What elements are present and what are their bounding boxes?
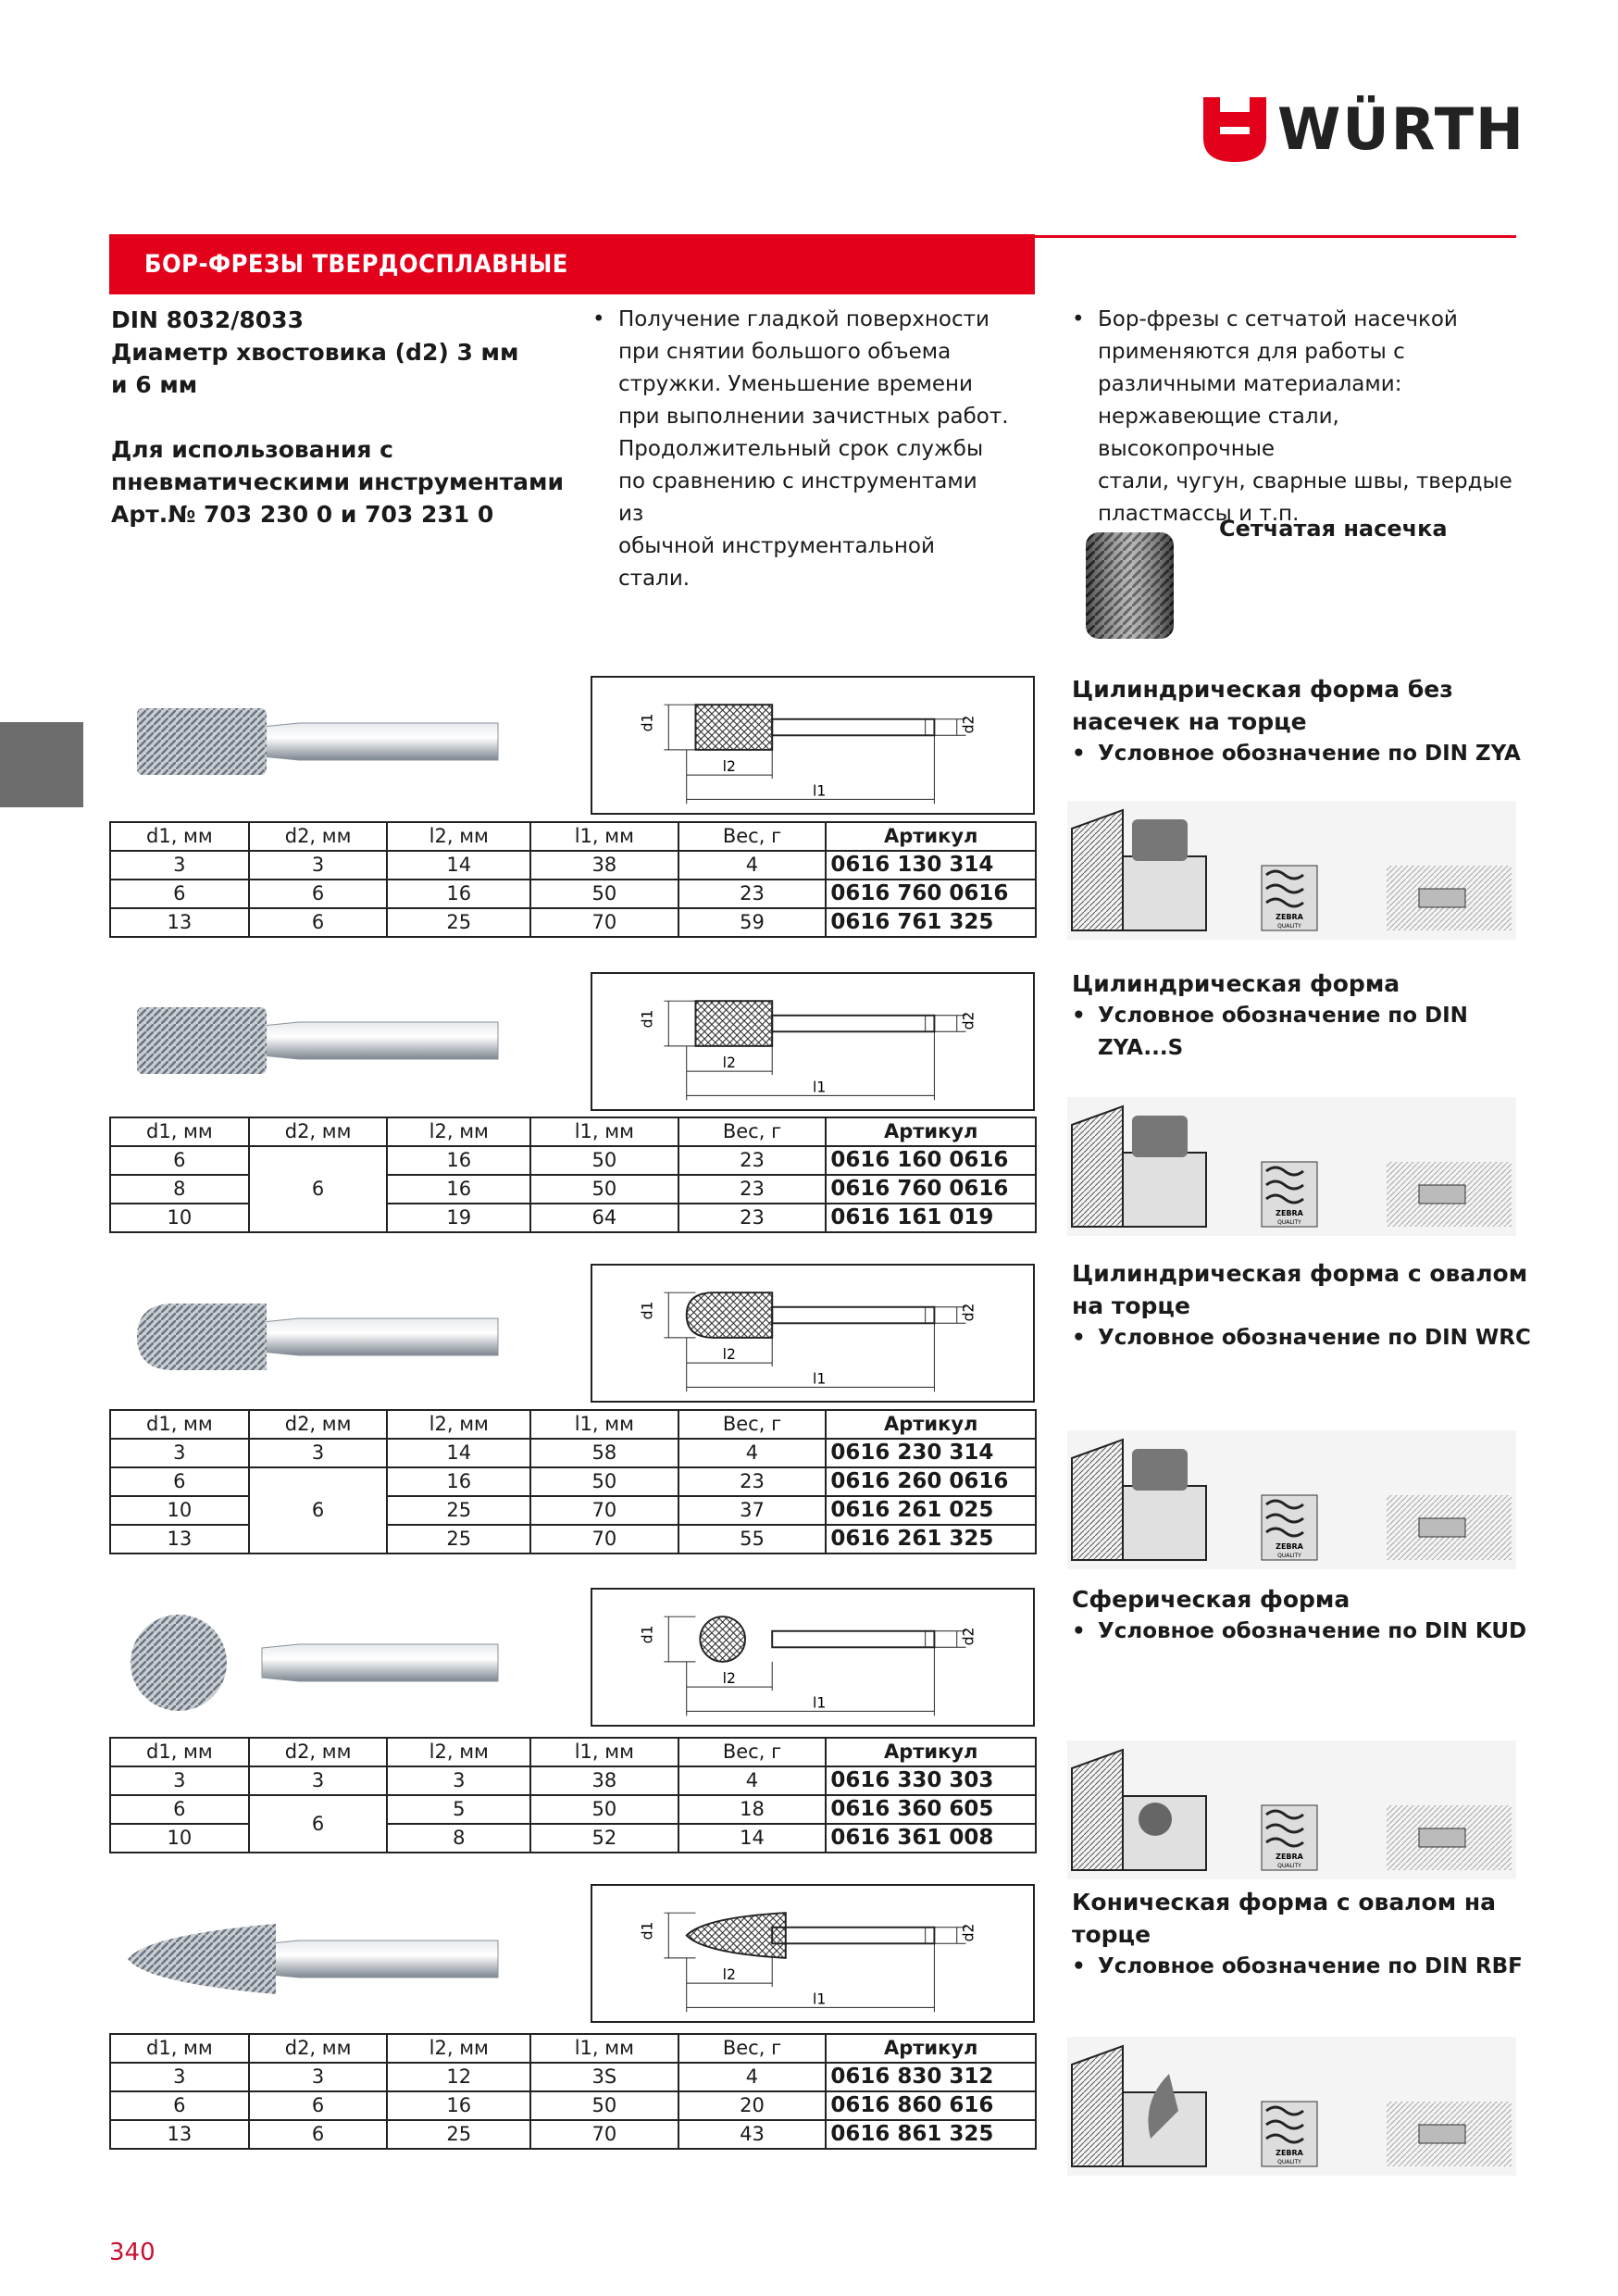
- table-cell: 4: [678, 1766, 827, 1795]
- spec-table: [109, 2033, 1037, 2150]
- table-cell: 50: [530, 1146, 678, 1175]
- column-header: d2, мм: [249, 822, 388, 851]
- shape-title-line: Коническая форма с овалом на: [1072, 1889, 1496, 1915]
- table-cell: 18: [678, 1795, 827, 1824]
- intro-benefits: [592, 304, 1009, 595]
- table-cell: 16: [387, 1146, 530, 1175]
- table-cell: 19: [387, 1204, 530, 1232]
- mesh-label: Сетчатая насечка: [1219, 516, 1448, 542]
- table-row: [110, 2091, 1036, 2120]
- shape-title-line: Цилиндрическая форма без: [1072, 676, 1453, 703]
- article-number: 0616 261 025: [826, 1496, 1036, 1525]
- table-cell: 8: [110, 1175, 249, 1204]
- svg-text:QUALITY: QUALITY: [1277, 1219, 1301, 1226]
- svg-text:l2: l2: [722, 1054, 736, 1072]
- table-cell: 25: [387, 1525, 530, 1554]
- article-number: 0616 361 008: [826, 1824, 1036, 1853]
- din-designation: • Условное обозначение по DIN ZYA: [1072, 738, 1561, 770]
- table-cell: 43: [678, 2120, 827, 2149]
- shape-title: [1072, 967, 1535, 1065]
- table-cell: 6: [249, 908, 388, 937]
- table-cell: 4: [678, 851, 827, 880]
- dimension-drawing: [591, 1264, 1035, 1403]
- article-number: 0616 830 312: [826, 2063, 1036, 2091]
- wurth-logo-text: WÜRTH: [1277, 95, 1525, 163]
- table-cell: 14: [678, 1824, 827, 1853]
- table-cell: 6: [249, 880, 388, 908]
- article-number: 0616 161 019: [826, 1204, 1036, 1232]
- article-number: 0616 330 303: [826, 1766, 1036, 1795]
- text-line: при выполнении зачистных работ.: [618, 405, 1009, 429]
- spec-table: [109, 1409, 1037, 1554]
- table-cell: 8: [387, 1824, 530, 1853]
- text-line: стружки. Уменьшение времени: [618, 372, 973, 396]
- table-row: [110, 1439, 1036, 1467]
- table-cell: 23: [678, 1204, 827, 1232]
- dimension-drawing: [591, 676, 1035, 815]
- table-cell: 50: [530, 880, 678, 908]
- column-header: l2, мм: [387, 2034, 530, 2063]
- table-cell: 6: [110, 2091, 249, 2120]
- section-banner: [109, 234, 1035, 294]
- table-cell: 3: [249, 851, 388, 880]
- text-line: • Бор-фрезы с сетчатой насечкой: [1098, 307, 1458, 331]
- text-line: • Получение гладкой поверхности: [618, 307, 989, 331]
- svg-text:ZEBRA: ZEBRA: [1276, 2149, 1303, 2157]
- table-cell: 6: [249, 2120, 388, 2149]
- table-row: [110, 1795, 1036, 1824]
- svg-text:QUALITY: QUALITY: [1277, 1553, 1301, 1559]
- svg-text:l1: l1: [813, 1694, 827, 1712]
- column-header: d2, мм: [249, 1738, 388, 1766]
- svg-text:d1: d1: [639, 1921, 656, 1940]
- article-number: 0616 130 314: [826, 851, 1036, 880]
- table-cell: 25: [387, 2120, 530, 2149]
- column-header: l1, мм: [530, 1738, 678, 1766]
- article-number: 0616 360 605: [826, 1795, 1036, 1824]
- table-cell: 6: [110, 1146, 249, 1175]
- text-line: нержавеющие стали, высокопрочные: [1098, 405, 1339, 461]
- article-number: 0616 261 325: [826, 1525, 1036, 1554]
- shape-title-line: торце: [1072, 1921, 1151, 1948]
- wurth-logo-mark-icon: [1203, 97, 1266, 162]
- text-line: пластмассы и т.п.: [1098, 502, 1300, 526]
- table-cell: 3S: [530, 2063, 678, 2091]
- svg-text:l2: l2: [722, 1966, 736, 1984]
- svg-text:d1: d1: [639, 1625, 656, 1644]
- usage-illustration: [1067, 1097, 1516, 1236]
- table-row: [110, 908, 1036, 937]
- wurth-logo: [1203, 97, 1523, 167]
- din-designation: • Условное обозначение по DIN ZYA...S: [1072, 1000, 1561, 1065]
- column-header: Вес, г: [678, 1117, 827, 1146]
- table-row: [110, 1467, 1036, 1496]
- svg-text:QUALITY: QUALITY: [1277, 2159, 1301, 2165]
- text-line: стали, чугун, сварные швы, твердые: [1098, 469, 1512, 493]
- din-designation: • Условное обозначение по DIN WRC: [1072, 1322, 1561, 1354]
- shape-title-line: на торце: [1072, 1292, 1190, 1319]
- table-cell: 23: [678, 1146, 827, 1175]
- column-header: d1, мм: [110, 1117, 249, 1146]
- svg-text:d1: d1: [639, 1301, 656, 1320]
- table-cell: 6: [249, 1795, 388, 1853]
- column-header: l1, мм: [530, 1410, 678, 1439]
- table-row: [110, 1766, 1036, 1795]
- svg-text:d1: d1: [639, 1009, 656, 1029]
- article-number: 0616 160 0616: [826, 1146, 1036, 1175]
- svg-text:QUALITY: QUALITY: [1277, 923, 1301, 930]
- svg-text:d2: d2: [960, 1011, 977, 1030]
- text-line: по сравнению с инструментами из: [618, 469, 977, 526]
- shape-title: [1072, 1257, 1535, 1354]
- text-line: обычной инструментальной стали.: [618, 534, 935, 591]
- din-designation: • Условное обозначение по DIN KUD: [1072, 1616, 1561, 1648]
- article-number: 0616 230 314: [826, 1439, 1036, 1467]
- table-cell: 50: [530, 2091, 678, 2120]
- din-standard: DIN 8032/8033: [111, 306, 304, 333]
- table-cell: 3: [387, 1766, 530, 1795]
- dimension-drawing: [591, 972, 1035, 1111]
- chapter-tab: [0, 722, 83, 807]
- shank-diameter-line: Диаметр хвостовика (d2) 3 мм: [111, 339, 519, 366]
- burr-photo: [109, 1898, 507, 2018]
- column-header: d2, мм: [249, 2034, 388, 2063]
- table-cell: 12: [387, 2063, 530, 2091]
- shape-title-line: насечек на торце: [1072, 708, 1307, 735]
- dimension-drawing: [591, 1588, 1035, 1727]
- table-cell: 3: [110, 2063, 249, 2091]
- table-header-row: [110, 1738, 1036, 1766]
- table-cell: 70: [530, 908, 678, 937]
- dimension-drawing: [591, 1884, 1035, 2023]
- column-header: d1, мм: [110, 1410, 249, 1439]
- text-line: различными материалами:: [1098, 372, 1402, 396]
- burr-photo: [109, 980, 507, 1100]
- column-header: l1, мм: [530, 822, 678, 851]
- column-header: l2, мм: [387, 1117, 530, 1146]
- column-header: l2, мм: [387, 822, 530, 851]
- svg-text:l1: l1: [813, 782, 827, 800]
- burr-photo: [109, 1602, 507, 1722]
- svg-text:l2: l2: [722, 1346, 736, 1364]
- table-cell: 20: [678, 2091, 827, 2120]
- table-cell: 10: [110, 1496, 249, 1525]
- column-header: l1, мм: [530, 1117, 678, 1146]
- table-cell: 13: [110, 1525, 249, 1554]
- article-number: 0616 761 325: [826, 908, 1036, 937]
- header-rule: [1035, 235, 1516, 238]
- table-cell: 16: [387, 880, 530, 908]
- shape-title: [1072, 673, 1535, 770]
- usage-illustration: [1067, 801, 1516, 940]
- usage-line: Для использования с: [111, 436, 393, 463]
- table-row: [110, 2120, 1036, 2149]
- column-header: l2, мм: [387, 1738, 530, 1766]
- column-header: Артикул: [826, 822, 1036, 851]
- table-cell: 13: [110, 2120, 249, 2149]
- table-cell: 4: [678, 2063, 827, 2091]
- column-header: l1, мм: [530, 2034, 678, 2063]
- table-cell: 10: [110, 1824, 249, 1853]
- svg-text:l2: l2: [722, 758, 736, 776]
- article-line: Арт.№ 703 230 0 и 703 231 0: [111, 501, 494, 528]
- shank-diameter-line: и 6 мм: [111, 371, 198, 398]
- svg-text:l1: l1: [813, 1370, 827, 1388]
- shape-title: [1072, 1886, 1535, 1983]
- table-cell: 6: [249, 1467, 388, 1554]
- table-cell: 25: [387, 1496, 530, 1525]
- table-row: [110, 2063, 1036, 2091]
- benefit-bullet: [592, 304, 1009, 595]
- svg-text:ZEBRA: ZEBRA: [1276, 1853, 1303, 1861]
- table-cell: 3: [110, 851, 249, 880]
- table-cell: 4: [678, 1439, 827, 1467]
- table-cell: 59: [678, 908, 827, 937]
- table-cell: 16: [387, 2091, 530, 2120]
- table-row: [110, 851, 1036, 880]
- table-header-row: [110, 1117, 1036, 1146]
- article-number: 0616 860 616: [826, 2091, 1036, 2120]
- svg-text:l1: l1: [813, 1079, 827, 1096]
- svg-text:l1: l1: [813, 1990, 827, 2008]
- table-cell: 6: [110, 1795, 249, 1824]
- column-header: Артикул: [826, 2034, 1036, 2063]
- table-cell: 23: [678, 1467, 827, 1496]
- spec-table: [109, 821, 1037, 938]
- article-number: 0616 760 0616: [826, 1175, 1036, 1204]
- table-cell: 64: [530, 1204, 678, 1232]
- burr-photo: [109, 680, 507, 801]
- table-cell: 3: [249, 1439, 388, 1467]
- table-cell: 25: [387, 908, 530, 937]
- column-header: Вес, г: [678, 1410, 827, 1439]
- table-row: [110, 1146, 1036, 1175]
- table-cell: 6: [110, 1467, 249, 1496]
- table-cell: 3: [249, 2063, 388, 2091]
- shape-title-line: Сферическая форма: [1072, 1586, 1350, 1613]
- table-cell: 38: [530, 851, 678, 880]
- svg-text:QUALITY: QUALITY: [1277, 1863, 1301, 1869]
- table-cell: 58: [530, 1439, 678, 1467]
- column-header: d1, мм: [110, 2034, 249, 2063]
- table-cell: 14: [387, 1439, 530, 1467]
- table-cell: 3: [110, 1766, 249, 1795]
- text-line: Продолжительный срок службы: [618, 437, 984, 461]
- table-header-row: [110, 2034, 1036, 2063]
- article-number: 0616 260 0616: [826, 1467, 1036, 1496]
- svg-text:d2: d2: [960, 1627, 977, 1646]
- usage-illustration: [1067, 1741, 1516, 1879]
- column-header: d2, мм: [249, 1410, 388, 1439]
- column-header: Артикул: [826, 1738, 1036, 1766]
- article-number: 0616 760 0616: [826, 880, 1036, 908]
- intro-spec: [111, 304, 574, 530]
- text-line: применяются для работы с: [1098, 340, 1405, 364]
- article-number: 0616 861 325: [826, 2120, 1036, 2149]
- din-designation: • Условное обозначение по DIN RBF: [1072, 1951, 1561, 1983]
- burr-photo: [109, 1276, 507, 1396]
- svg-text:d2: d2: [960, 1303, 977, 1322]
- table-row: [110, 880, 1036, 908]
- svg-text:d2: d2: [960, 1923, 977, 1942]
- column-header: Вес, г: [678, 822, 827, 851]
- table-cell: 70: [530, 1496, 678, 1525]
- spec-table: [109, 1117, 1037, 1233]
- table-cell: 50: [530, 1467, 678, 1496]
- table-cell: 3: [249, 1766, 388, 1795]
- column-header: l2, мм: [387, 1410, 530, 1439]
- usage-illustration: [1067, 2037, 1516, 2176]
- column-header: Артикул: [826, 1117, 1036, 1146]
- svg-text:ZEBRA: ZEBRA: [1276, 913, 1303, 921]
- table-cell: 13: [110, 908, 249, 937]
- table-cell: 10: [110, 1204, 249, 1232]
- column-header: d1, мм: [110, 1738, 249, 1766]
- usage-line: пневматическими инструментами: [111, 468, 564, 495]
- column-header: d1, мм: [110, 822, 249, 851]
- svg-text:d1: d1: [639, 713, 656, 732]
- svg-text:ZEBRA: ZEBRA: [1276, 1542, 1303, 1551]
- table-cell: 5: [387, 1795, 530, 1824]
- column-header: Вес, г: [678, 1738, 827, 1766]
- table-cell: 70: [530, 1525, 678, 1554]
- table-cell: 3: [110, 1439, 249, 1467]
- svg-text:l2: l2: [722, 1670, 736, 1688]
- table-cell: 6: [110, 880, 249, 908]
- column-header: Вес, г: [678, 2034, 827, 2063]
- cross-cut-burr-icon: [1077, 523, 1183, 643]
- table-cell: 16: [387, 1467, 530, 1496]
- table-cell: 16: [387, 1175, 530, 1204]
- table-cell: 38: [530, 1766, 678, 1795]
- usage-illustration: [1067, 1430, 1516, 1569]
- table-cell: 6: [249, 2091, 388, 2120]
- table-header-row: [110, 1410, 1036, 1439]
- shape-title-line: Цилиндрическая форма с овалом: [1072, 1260, 1528, 1287]
- table-cell: 55: [678, 1525, 827, 1554]
- shape-title: [1072, 1583, 1535, 1648]
- table-cell: 50: [530, 1175, 678, 1204]
- table-cell: 52: [530, 1824, 678, 1853]
- text-line: при снятии большого объема: [618, 340, 952, 364]
- table-cell: 6: [249, 1146, 388, 1232]
- table-header-row: [110, 822, 1036, 851]
- spec-table: [109, 1737, 1037, 1853]
- table-cell: 50: [530, 1795, 678, 1824]
- table-cell: 23: [678, 1175, 827, 1204]
- banner-title: БОР-ФРЕЗЫ ТВЕРДОСПЛАВНЫЕ: [144, 250, 568, 279]
- column-header: Артикул: [826, 1410, 1036, 1439]
- svg-text:ZEBRA: ZEBRA: [1276, 1209, 1303, 1217]
- table-cell: 14: [387, 851, 530, 880]
- table-cell: 23: [678, 880, 827, 908]
- table-cell: 70: [530, 2120, 678, 2149]
- page-number: 340: [109, 2239, 156, 2266]
- column-header: d2, мм: [249, 1117, 388, 1146]
- shape-title-line: Цилиндрическая форма: [1072, 970, 1400, 997]
- intro-materials: [1072, 304, 1516, 530]
- table-cell: 37: [678, 1496, 827, 1525]
- materials-bullet: [1072, 304, 1516, 530]
- svg-text:d2: d2: [960, 715, 977, 734]
